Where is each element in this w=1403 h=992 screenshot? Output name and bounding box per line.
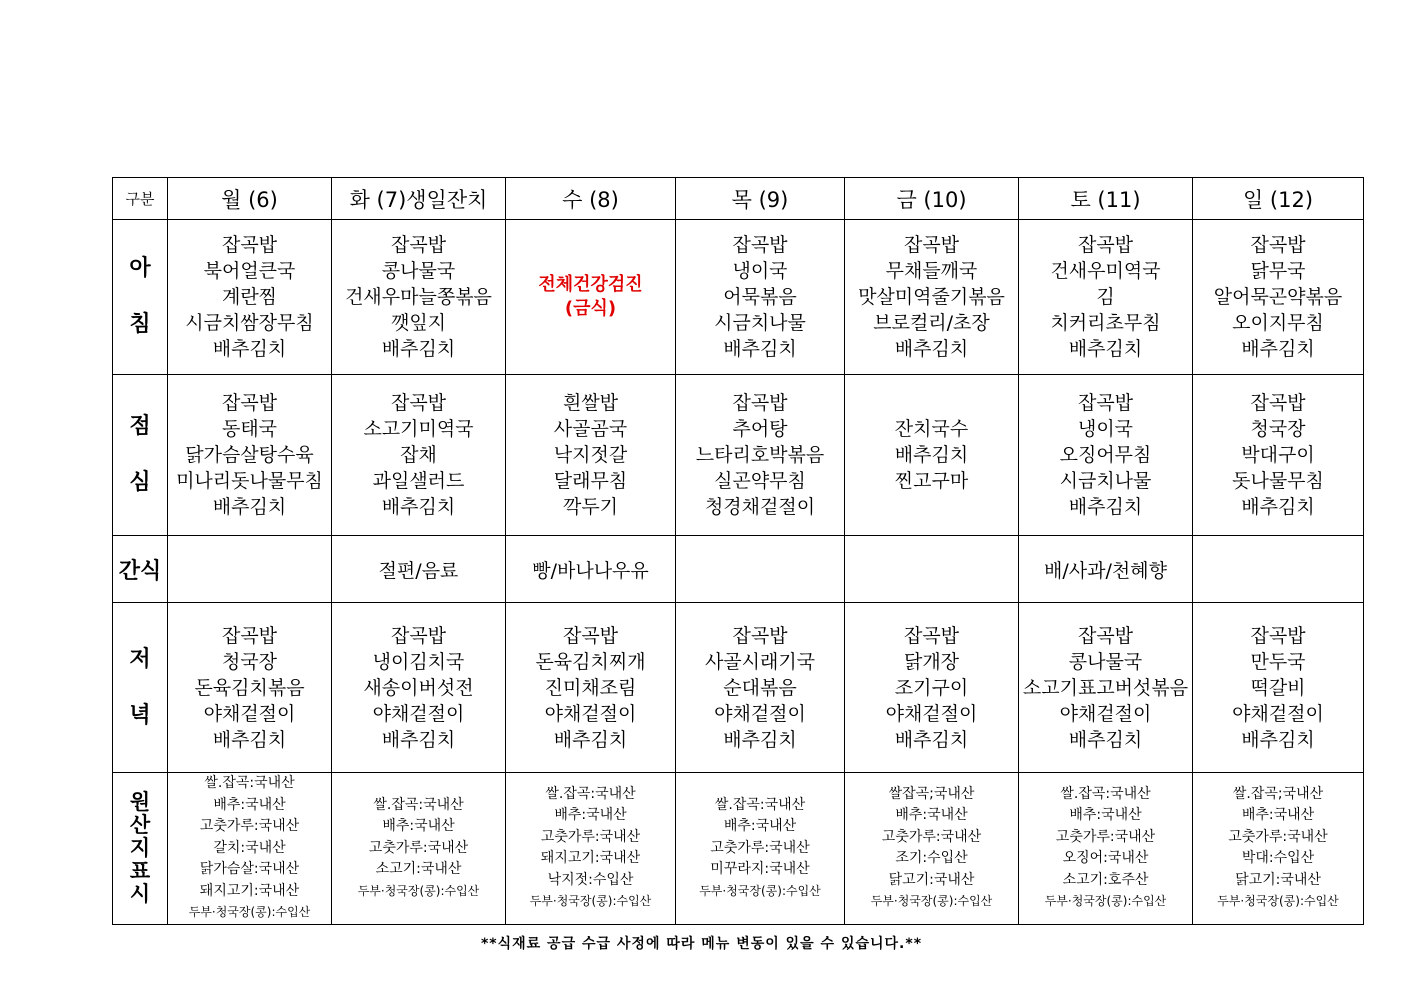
menu-item: 청국장 [221, 650, 278, 673]
origin-line: 쌀.잡곡:국내산 [714, 796, 806, 813]
menu-item: 냉이국 [732, 260, 788, 282]
menu-item: 냉이국 [1077, 418, 1134, 440]
day-header: 월 (6) [168, 178, 332, 220]
special-notice-sub: (금식) [564, 298, 617, 319]
breakfast-cell [1193, 220, 1364, 375]
menu-item: 과일샐러드 [372, 470, 465, 492]
origin-line: 낙지젓:수입산 [547, 871, 634, 888]
day-header: 토 (11) [1019, 178, 1193, 220]
origin-line: 소고기:호주산 [1062, 871, 1149, 888]
menu-item: 배추김치 [894, 728, 969, 751]
menu-item: 실곤약무침 [714, 470, 806, 492]
menu-item: 배추김치 [1068, 728, 1143, 751]
menu-item: 소고기미역국 [363, 418, 474, 440]
origin-line: 소고기:국내산 [375, 861, 462, 877]
origin-line: 고춧가루:국내산 [540, 828, 641, 845]
menu-item: 잡곡밥 [1250, 392, 1306, 414]
menu-item: 시금치나물 [714, 312, 806, 334]
menu-item: 배추김치 [1241, 496, 1315, 518]
origin-row [113, 773, 1364, 925]
menu-item: 콩나물국 [381, 260, 456, 282]
origin-line: 배추:국내산 [895, 807, 968, 824]
menu-item: 잡곡밥 [390, 392, 447, 414]
menu-item: 동태국 [221, 418, 278, 440]
menu-item: 건새우미역국 [1050, 260, 1161, 282]
menu-item: 배추김치 [723, 728, 797, 751]
origin-label: 원 산 지 표 시 [113, 773, 168, 925]
day-header: 화 (7)생일잔치 [332, 178, 506, 220]
menu-item: 돗나물무침 [1232, 470, 1324, 492]
footnote: **식재료 공급 수급 사정에 따라 메뉴 변동이 있을 수 있습니다.** [480, 936, 923, 952]
menu-item: 잡곡밥 [732, 234, 788, 256]
menu-item: 잡곡밥 [1250, 234, 1306, 256]
menu-item: 잔치국수 [894, 418, 969, 440]
menu-item: 잡곡밥 [221, 624, 278, 647]
menu-item: 잡곡밥 [732, 392, 788, 414]
lunch-cell [845, 375, 1019, 536]
origin-line: 배추:국내산 [723, 818, 797, 834]
lunch-cell [1193, 375, 1364, 536]
menu-item: 배추김치 [553, 728, 628, 751]
origin-line: 두부·청국장(콩):수입산 [699, 883, 821, 898]
menu-item: 콩나물국 [1068, 650, 1143, 673]
menu-item: 배추김치 [381, 338, 456, 360]
day-header: 수 (8) [506, 178, 676, 220]
origin-line: 고춧가루:국내산 [881, 828, 982, 845]
menu-item: 청경채겉절이 [704, 496, 816, 518]
snack-cell [168, 536, 332, 603]
origin-cell [1019, 773, 1193, 925]
menu-item: 어묵볶음 [723, 286, 797, 308]
breakfast-cell [1019, 220, 1193, 375]
menu-item: 야채겉절이 [372, 702, 465, 725]
menu-item: 배추김치 [1068, 496, 1143, 518]
lunch-cell [332, 375, 506, 536]
dinner-cell [332, 603, 506, 773]
corner-label: 구분 [113, 178, 168, 220]
menu-item: 미나리돗나물무침 [176, 470, 323, 492]
origin-cell [845, 773, 1019, 925]
menu-item: 잡곡밥 [903, 624, 960, 647]
origin-line: 두부·청국장(콩):수입산 [188, 905, 311, 919]
menu-item: 시금치나물 [1059, 470, 1152, 492]
origin-line: 배추:국내산 [1069, 807, 1142, 824]
menu-item: 박대구이 [1241, 444, 1315, 466]
origin-line: 고춧가루:국내산 [199, 818, 300, 834]
origin-line: 쌀.잡곡:국내산 [545, 785, 636, 802]
breakfast-cell [845, 220, 1019, 375]
menu-item: 찐고구마 [894, 470, 969, 492]
snack-cell [1193, 536, 1364, 603]
menu-item: 잡곡밥 [1077, 234, 1134, 256]
menu-item: 시금치쌈장무침 [185, 312, 314, 334]
origin-line: 쌀.잡곡:국내산 [204, 775, 295, 791]
menu-item: 배추김치 [212, 728, 287, 751]
origin-line: 고춧가루:국내산 [1055, 828, 1156, 845]
origin-line: 오징어:국내산 [1062, 850, 1149, 867]
menu-item: 청국장 [1250, 418, 1306, 440]
origin-line: 배추:국내산 [554, 807, 627, 824]
origin-cell [168, 773, 332, 925]
origin-cell [1193, 773, 1364, 925]
origin-line: 배추:국내산 [213, 796, 286, 813]
menu-item: 잡곡밥 [903, 234, 960, 256]
snack-label: 간식 [113, 536, 168, 603]
snack-cell: 절편/음료 [332, 536, 506, 603]
menu-item: 북어얼큰국 [203, 260, 296, 282]
menu-item: 맛살미역줄기볶음 [858, 286, 1005, 308]
menu-item: 흰쌀밥 [562, 392, 619, 414]
menu-item: 알어묵곤약볶음 [1213, 286, 1343, 308]
origin-cell [506, 773, 676, 925]
lunch-cell [506, 375, 676, 536]
menu-item: 잡곡밥 [390, 624, 447, 647]
dinner-row [113, 603, 1364, 773]
origin-line: 미꾸라지:국내산 [710, 861, 810, 877]
menu-item: 잡곡밥 [390, 234, 447, 256]
lunch-cell [676, 375, 845, 536]
menu-item: 야채겉절이 [885, 702, 978, 725]
menu-item: 잡곡밥 [1250, 624, 1306, 647]
origin-line: 닭가슴살:국내산 [199, 861, 300, 877]
origin-line: 고춧가루:국내산 [368, 839, 469, 856]
snack-cell: 배/사과/천혜향 [1019, 536, 1193, 603]
origin-line: 쌀.잡곡:국내산 [373, 796, 464, 813]
lunch-label: 점 심 [113, 375, 168, 536]
menu-item: 떡갈비 [1250, 676, 1306, 699]
menu-item: 냉이김치국 [372, 650, 465, 673]
menu-item: 돈육김치볶음 [194, 676, 305, 699]
dinner-cell [845, 603, 1019, 773]
lunch-row [113, 375, 1364, 536]
menu-item: 닭가슴살탕수육 [185, 444, 314, 466]
snack-row [113, 536, 1364, 603]
menu-item: 야채겉절이 [714, 702, 806, 725]
menu-item: 치커리초무침 [1050, 312, 1161, 334]
menu-item: 돈육김치찌개 [535, 650, 646, 673]
weekly-menu-table [112, 177, 1364, 925]
menu-item: 배추김치 [212, 338, 287, 360]
menu-item: 달래무침 [553, 470, 628, 492]
origin-line: 배추:국내산 [382, 818, 455, 834]
menu-item: 사골시래기국 [704, 650, 816, 673]
dinner-cell [506, 603, 676, 773]
breakfast-cell [168, 220, 332, 375]
origin-line: 고춧가루:국내산 [710, 839, 810, 856]
menu-item: 순대볶음 [723, 676, 797, 699]
origin-line: 박대:수입산 [1241, 850, 1315, 867]
origin-line: 닭고기:국내산 [1235, 871, 1321, 888]
origin-line: 두부·청국장(콩):수입산 [870, 894, 993, 909]
menu-item: 배추김치 [1068, 338, 1143, 360]
menu-item: 잡곡밥 [562, 624, 619, 647]
menu-item: 잡곡밥 [221, 392, 278, 414]
origin-line: 쌀잡곡;국내산 [888, 785, 975, 802]
menu-item: 잡채 [400, 444, 437, 466]
dinner-cell [1019, 603, 1193, 773]
menu-item: 배추김치 [894, 444, 969, 466]
menu-item: 김 [1096, 286, 1115, 308]
day-header: 목 (9) [676, 178, 845, 220]
menu-item: 브로컬리/초장 [873, 312, 990, 334]
breakfast-label: 아 침 [113, 220, 168, 375]
menu-item: 야채겉절이 [203, 702, 296, 725]
menu-item: 배추김치 [381, 496, 456, 518]
menu-item: 만두국 [1250, 650, 1306, 673]
menu-item: 배추김치 [1241, 728, 1315, 751]
menu-item: 잡곡밥 [1077, 392, 1134, 414]
menu-item: 배추김치 [381, 728, 456, 751]
breakfast-cell-special [506, 220, 676, 375]
origin-cell [332, 773, 506, 925]
origin-line: 조기:수입산 [895, 850, 968, 867]
origin-line: 갈치:국내산 [213, 839, 286, 856]
menu-item: 새송이버섯전 [363, 676, 474, 699]
menu-item: 조기구이 [894, 676, 969, 699]
special-notice: 전체건강검진 [538, 274, 643, 295]
menu-item: 야채겉절이 [1232, 702, 1324, 725]
menu-item: 느타리호박볶음 [695, 444, 825, 466]
snack-cell: 빵/바나나우유 [506, 536, 676, 603]
origin-line: 닭고기:국내산 [888, 871, 975, 888]
origin-line: 배추:국내산 [1241, 807, 1315, 824]
menu-item: 소고기표고버섯볶음 [1022, 676, 1189, 699]
menu-item: 건새우마늘쫑볶음 [345, 286, 492, 308]
origin-line: 고춧가루:국내산 [1228, 828, 1328, 845]
breakfast-row [113, 220, 1364, 375]
origin-line: 쌀.잡곡;국내산 [1232, 785, 1324, 802]
menu-item: 배추김치 [212, 496, 287, 518]
menu-item: 사골곰국 [553, 418, 628, 440]
menu-item: 배추김치 [1241, 338, 1315, 360]
menu-item: 야채겉절이 [1059, 702, 1152, 725]
menu-item: 잡곡밥 [732, 624, 788, 647]
origin-line: 돼지고기:국내산 [540, 850, 641, 867]
menu-item: 배추김치 [723, 338, 797, 360]
menu-item: 닭무국 [1250, 260, 1306, 282]
lunch-cell [1019, 375, 1193, 536]
menu-item: 낙지젓갈 [553, 444, 628, 466]
origin-line: 돼지고기:국내산 [199, 882, 300, 899]
day-header: 금 (10) [845, 178, 1019, 220]
origin-cell [676, 773, 845, 925]
menu-item: 깻잎지 [390, 312, 447, 334]
snack-cell [676, 536, 845, 603]
lunch-cell [168, 375, 332, 536]
menu-item: 잡곡밥 [1077, 624, 1134, 647]
dinner-label: 저 녁 [113, 603, 168, 773]
menu-item: 닭개장 [903, 650, 960, 673]
menu-item: 배추김치 [894, 338, 969, 360]
menu-item: 잡곡밥 [221, 234, 278, 256]
menu-item: 추어탕 [732, 418, 788, 440]
menu-item: 진미채조림 [544, 676, 637, 699]
menu-item: 오이지무침 [1232, 312, 1324, 334]
breakfast-cell [676, 220, 845, 375]
menu-item: 오징어무침 [1059, 444, 1152, 466]
origin-line: 두부·청국장(콩):수입산 [1044, 894, 1167, 909]
dinner-cell [1193, 603, 1364, 773]
header-row [113, 178, 1364, 220]
dinner-cell [676, 603, 845, 773]
snack-cell [845, 536, 1019, 603]
origin-line: 두부·청국장(콩):수입산 [1217, 894, 1339, 909]
origin-line: 두부·청국장(콩):수입산 [529, 894, 652, 909]
menu-item: 야채겉절이 [544, 702, 637, 725]
dinner-cell [168, 603, 332, 773]
day-header: 일 (12) [1193, 178, 1364, 220]
origin-line: 쌀.잡곡:국내산 [1060, 785, 1151, 802]
menu-item: 깍두기 [562, 496, 619, 518]
menu-item: 계란찜 [221, 286, 278, 308]
menu-item: 무채들깨국 [885, 260, 978, 282]
breakfast-cell [332, 220, 506, 375]
origin-line: 두부·청국장(콩):수입산 [357, 883, 480, 898]
